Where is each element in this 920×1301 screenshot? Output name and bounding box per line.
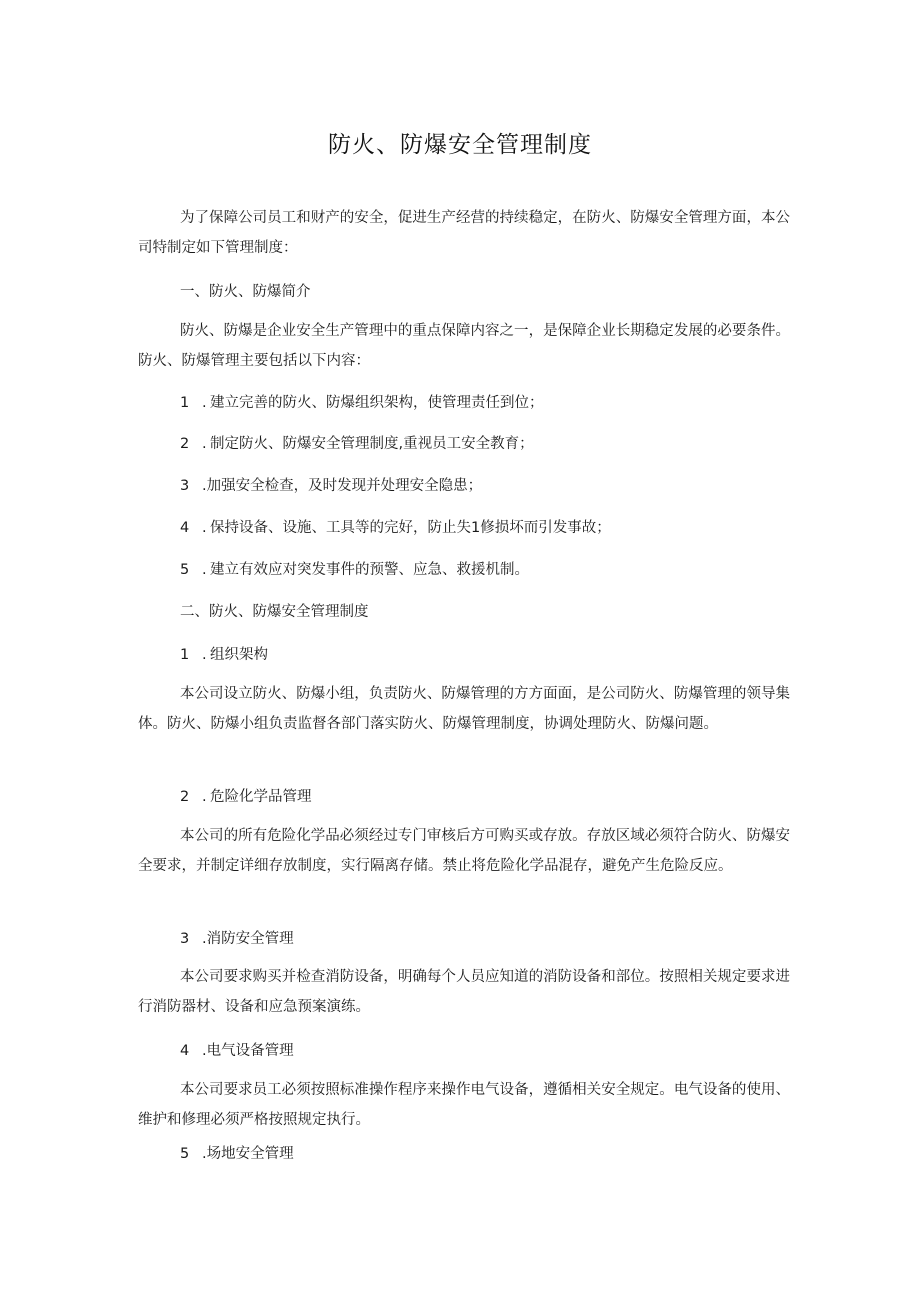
- intro-paragraph: 为了保障公司员工和财产的安全，促进生产经营的持续稳定，在防火、防爆安全管理方面，本公司特制定如下管理制度：: [138, 210, 790, 256]
- subsection-number: 5: [180, 1146, 190, 1162]
- subsection-number: 3: [180, 931, 190, 947]
- list-item-number: 4: [180, 520, 190, 536]
- list-item-separator: .: [202, 520, 207, 536]
- subsection-separator: .: [202, 789, 207, 805]
- subsection-separator: .: [202, 1043, 207, 1059]
- subsection-title: 消防安全管理: [206, 931, 294, 947]
- subsection-paragraph: 本公司要求员工必须按照标准操作程序来操作电气设备，遵循相关安全规定。电气设备的使用、维护和修理必须严格按照规定执行。: [138, 1082, 790, 1128]
- list-item-number: 2: [180, 436, 190, 452]
- subsection-separator: .: [202, 1146, 207, 1162]
- list-item-number: 1: [180, 395, 190, 411]
- section1-heading: 一、防火、防爆简介: [180, 284, 311, 300]
- list-item-text: 建立有效应对突发事件的预警、应急、救援机制。: [210, 562, 529, 578]
- subsection-title: 危险化学品管理: [210, 789, 312, 805]
- list-item: [180, 429, 534, 459]
- subsection-number: 2: [180, 789, 190, 805]
- list-item: [180, 555, 529, 585]
- list-item-text: 保持设备、设施、工具等的完好，防止失1修损坏而引发事故；: [210, 520, 611, 536]
- subsection-heading: [180, 782, 312, 812]
- subsection-number: 4: [180, 1043, 190, 1059]
- list-item-text: 建立完善的防火、防爆组织架构，使管理责任到位；: [210, 395, 544, 411]
- subsection-title: 组织架构: [210, 647, 268, 663]
- subsection-separator: .: [202, 931, 207, 947]
- subsection-title: 场地安全管理: [206, 1146, 294, 1162]
- subsection-paragraph: 本公司要求购买并检查消防设备，明确每个人员应知道的消防设备和部位。按照相关规定要求进行消防器材、设备和应急预案演练。: [138, 969, 790, 1015]
- list-item: [180, 513, 611, 543]
- list-item-separator: .: [202, 562, 207, 578]
- list-item-text: 制定防火、防爆安全管理制度,重视员工安全教育；: [210, 436, 534, 452]
- subsection-paragraph: 本公司设立防火、防爆小组，负责防火、防爆管理的方方面面，是公司防火、防爆管理的领导集体。防火、防爆小组负责监督各部门落实防火、防爆管理制度，协调处理防火、防爆问题。: [138, 686, 790, 732]
- subsection-paragraph: 本公司的所有危险化学品必须经过专门审核后方可购买或存放。存放区域必须符合防火、防爆安全要求，并制定详细存放制度，实行隔离存储。禁止将危险化学品混存，避免产生危险反应。: [138, 828, 790, 874]
- list-item-text: 加强安全检查，及时发现并处理安全隐患；: [206, 478, 483, 494]
- document-title: 防火、防爆安全管理制度: [328, 132, 592, 158]
- list-item: [180, 388, 544, 418]
- subsection-heading: [180, 1036, 294, 1066]
- subsection-heading: [180, 1139, 294, 1169]
- subsection-separator: .: [202, 647, 207, 663]
- section2-heading: 二、防火、防爆安全管理制度: [180, 604, 369, 620]
- list-item-number: 3: [180, 478, 190, 494]
- list-item-separator: .: [202, 395, 207, 411]
- list-item-separator: .: [202, 436, 207, 452]
- list-item-number: 5: [180, 562, 190, 578]
- subsection-title: 电气设备管理: [206, 1043, 294, 1059]
- subsection-number: 1: [180, 647, 190, 663]
- list-item: [180, 471, 482, 501]
- subsection-heading: [180, 924, 294, 954]
- subsection-heading: [180, 640, 268, 670]
- section1-paragraph: 防火、防爆是企业安全生产管理中的重点保障内容之一，是保障企业长期稳定发展的必要条件。防火、防爆管理主要包括以下内容：: [138, 323, 790, 369]
- list-item-separator: .: [202, 478, 207, 494]
